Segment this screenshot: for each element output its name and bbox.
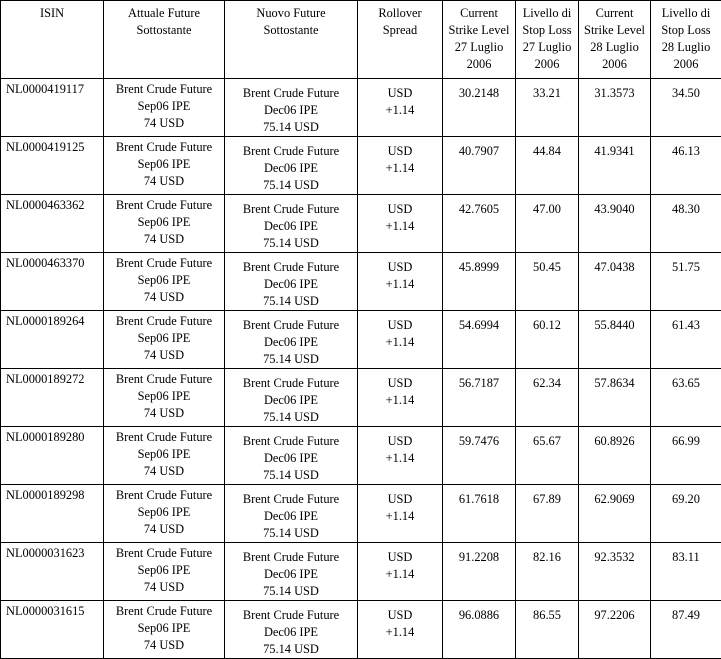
isin-code: NL0000463362 xyxy=(6,197,103,214)
nuovo-future-price: 75.14 USD xyxy=(225,467,357,484)
stop-loss-28-value: 48.30 xyxy=(651,201,721,218)
table-row xyxy=(1,543,721,601)
nuovo-future-cell xyxy=(225,369,358,427)
nuovo-future-contract: Dec06 IPE xyxy=(225,566,357,583)
spread-value: +1.14 xyxy=(358,102,442,119)
header-text: Strike Level xyxy=(579,22,650,39)
nuovo-future-contract: Dec06 IPE xyxy=(225,624,357,641)
attuale-future-cell xyxy=(104,601,225,659)
isin-code: NL0000189298 xyxy=(6,487,103,504)
strike-27-cell xyxy=(443,137,516,195)
nuovo-future-cell xyxy=(225,79,358,137)
strike-27-cell xyxy=(443,601,516,659)
header-text: Current xyxy=(579,5,650,22)
rollover-spread-cell xyxy=(358,253,443,311)
strike-28-value: 55.8440 xyxy=(579,317,650,334)
nuovo-future-price: 75.14 USD xyxy=(225,409,357,426)
table-row xyxy=(1,427,721,485)
stop-loss-27-value: 50.45 xyxy=(516,259,578,276)
spread-value: +1.14 xyxy=(358,276,442,293)
strike-27-value: 59.7476 xyxy=(443,433,515,450)
header-isin xyxy=(1,1,104,79)
attuale-future-cell xyxy=(104,137,225,195)
header-stop-loss-28-luglio xyxy=(651,1,721,79)
rollover-spread-cell xyxy=(358,543,443,601)
nuovo-future-price: 75.14 USD xyxy=(225,119,357,136)
spread-currency: USD xyxy=(358,85,442,102)
attuale-future-name: Brent Crude Future xyxy=(104,545,224,562)
nuovo-future-name: Brent Crude Future xyxy=(225,375,357,392)
strike-28-cell xyxy=(579,253,651,311)
isin-code: NL0000463370 xyxy=(6,255,103,272)
spread-value: +1.14 xyxy=(358,160,442,177)
isin-code: NL0000031615 xyxy=(6,603,103,620)
isin-cell xyxy=(1,369,104,427)
stop-loss-27-value: 60.12 xyxy=(516,317,578,334)
spread-value: +1.14 xyxy=(358,218,442,235)
rollover-spread-cell xyxy=(358,601,443,659)
attuale-future-cell xyxy=(104,195,225,253)
nuovo-future-name: Brent Crude Future xyxy=(225,143,357,160)
stop-loss-27-value: 44.84 xyxy=(516,143,578,160)
nuovo-future-contract: Dec06 IPE xyxy=(225,450,357,467)
rollover-spread-cell xyxy=(358,79,443,137)
nuovo-future-contract: Dec06 IPE xyxy=(225,276,357,293)
strike-28-value: 41.9341 xyxy=(579,143,650,160)
attuale-future-cell xyxy=(104,369,225,427)
isin-code: NL0000419117 xyxy=(6,81,103,98)
strike-27-cell xyxy=(443,543,516,601)
attuale-future-price: 74 USD xyxy=(104,405,224,422)
spread-currency: USD xyxy=(358,201,442,218)
header-text: Rollover xyxy=(358,5,442,22)
nuovo-future-cell xyxy=(225,427,358,485)
spread-currency: USD xyxy=(358,259,442,276)
spread-currency: USD xyxy=(358,375,442,392)
strike-28-cell xyxy=(579,311,651,369)
header-text: Livello di xyxy=(651,5,721,22)
table-row xyxy=(1,311,721,369)
rollover-spread-cell xyxy=(358,369,443,427)
strike-28-cell xyxy=(579,485,651,543)
attuale-future-contract: Sep06 IPE xyxy=(104,620,224,637)
stop-loss-27-value: 47.00 xyxy=(516,201,578,218)
attuale-future-contract: Sep06 IPE xyxy=(104,330,224,347)
strike-28-value: 97.2206 xyxy=(579,607,650,624)
header-text: 2006 xyxy=(651,56,721,73)
stop-loss-27-value: 67.89 xyxy=(516,491,578,508)
isin-code: NL0000031623 xyxy=(6,545,103,562)
nuovo-future-name: Brent Crude Future xyxy=(225,259,357,276)
strike-27-value: 54.6994 xyxy=(443,317,515,334)
nuovo-future-cell xyxy=(225,485,358,543)
isin-cell xyxy=(1,543,104,601)
strike-27-value: 45.8999 xyxy=(443,259,515,276)
nuovo-future-contract: Dec06 IPE xyxy=(225,508,357,525)
strike-27-value: 30.2148 xyxy=(443,85,515,102)
nuovo-future-cell xyxy=(225,253,358,311)
stop-loss-27-value: 33.21 xyxy=(516,85,578,102)
stop-loss-28-cell xyxy=(651,137,721,195)
nuovo-future-price: 75.14 USD xyxy=(225,235,357,252)
attuale-future-price: 74 USD xyxy=(104,347,224,364)
strike-27-cell xyxy=(443,253,516,311)
attuale-future-name: Brent Crude Future xyxy=(104,81,224,98)
spread-value: +1.14 xyxy=(358,508,442,525)
stop-loss-27-cell xyxy=(516,311,579,369)
stop-loss-28-cell xyxy=(651,601,721,659)
nuovo-future-cell xyxy=(225,543,358,601)
attuale-future-price: 74 USD xyxy=(104,521,224,538)
nuovo-future-price: 75.14 USD xyxy=(225,177,357,194)
isin-cell xyxy=(1,427,104,485)
strike-28-cell xyxy=(579,427,651,485)
attuale-future-contract: Sep06 IPE xyxy=(104,562,224,579)
stop-loss-28-cell xyxy=(651,195,721,253)
attuale-future-name: Brent Crude Future xyxy=(104,429,224,446)
attuale-future-contract: Sep06 IPE xyxy=(104,504,224,521)
isin-code: NL0000189272 xyxy=(6,371,103,388)
stop-loss-27-cell xyxy=(516,485,579,543)
nuovo-future-name: Brent Crude Future xyxy=(225,491,357,508)
strike-28-value: 57.8634 xyxy=(579,375,650,392)
strike-28-value: 43.9040 xyxy=(579,201,650,218)
table-row xyxy=(1,137,721,195)
stop-loss-28-value: 83.11 xyxy=(651,549,721,566)
attuale-future-contract: Sep06 IPE xyxy=(104,156,224,173)
stop-loss-28-cell xyxy=(651,311,721,369)
stop-loss-27-cell xyxy=(516,369,579,427)
attuale-future-cell xyxy=(104,427,225,485)
strike-27-value: 96.0886 xyxy=(443,607,515,624)
spread-currency: USD xyxy=(358,549,442,566)
attuale-future-contract: Sep06 IPE xyxy=(104,98,224,115)
isin-code: NL0000189280 xyxy=(6,429,103,446)
stop-loss-28-cell xyxy=(651,543,721,601)
rollover-spread-cell xyxy=(358,427,443,485)
attuale-future-contract: Sep06 IPE xyxy=(104,446,224,463)
nuovo-future-contract: Dec06 IPE xyxy=(225,218,357,235)
stop-loss-28-cell xyxy=(651,427,721,485)
nuovo-future-name: Brent Crude Future xyxy=(225,433,357,450)
strike-27-value: 40.7907 xyxy=(443,143,515,160)
header-text: Sottostante xyxy=(225,22,357,39)
attuale-future-name: Brent Crude Future xyxy=(104,371,224,388)
header-text: Current xyxy=(443,5,515,22)
spread-value: +1.14 xyxy=(358,566,442,583)
spread-currency: USD xyxy=(358,317,442,334)
nuovo-future-price: 75.14 USD xyxy=(225,583,357,600)
attuale-future-name: Brent Crude Future xyxy=(104,487,224,504)
stop-loss-27-cell xyxy=(516,79,579,137)
nuovo-future-contract: Dec06 IPE xyxy=(225,334,357,351)
stop-loss-28-value: 66.99 xyxy=(651,433,721,450)
nuovo-future-name: Brent Crude Future xyxy=(225,201,357,218)
strike-28-cell xyxy=(579,79,651,137)
nuovo-future-price: 75.14 USD xyxy=(225,525,357,542)
strike-27-value: 61.7618 xyxy=(443,491,515,508)
isin-code: NL0000189264 xyxy=(6,313,103,330)
strike-27-cell xyxy=(443,195,516,253)
table-row xyxy=(1,601,721,659)
header-text: Sottostante xyxy=(104,22,224,39)
nuovo-future-name: Brent Crude Future xyxy=(225,317,357,334)
attuale-future-contract: Sep06 IPE xyxy=(104,388,224,405)
isin-cell xyxy=(1,195,104,253)
spread-currency: USD xyxy=(358,607,442,624)
stop-loss-28-value: 61.43 xyxy=(651,317,721,334)
stop-loss-28-cell xyxy=(651,485,721,543)
table-row xyxy=(1,253,721,311)
stop-loss-27-value: 82.16 xyxy=(516,549,578,566)
attuale-future-name: Brent Crude Future xyxy=(104,139,224,156)
header-nuovo-future xyxy=(225,1,358,79)
attuale-future-price: 74 USD xyxy=(104,173,224,190)
header-text: Stop Loss xyxy=(516,22,578,39)
header-strike-28-luglio xyxy=(579,1,651,79)
rollover-spread-cell xyxy=(358,137,443,195)
strike-28-value: 62.9069 xyxy=(579,491,650,508)
attuale-future-price: 74 USD xyxy=(104,289,224,306)
table-row xyxy=(1,485,721,543)
nuovo-future-price: 75.14 USD xyxy=(225,351,357,368)
table-row xyxy=(1,79,721,137)
isin-cell xyxy=(1,137,104,195)
attuale-future-name: Brent Crude Future xyxy=(104,255,224,272)
attuale-future-cell xyxy=(104,253,225,311)
header-text: 27 Luglio xyxy=(516,39,578,56)
stop-loss-28-cell xyxy=(651,79,721,137)
header-isin-label: ISIN xyxy=(1,5,103,22)
stop-loss-27-cell xyxy=(516,253,579,311)
strike-28-cell xyxy=(579,601,651,659)
header-text: Strike Level xyxy=(443,22,515,39)
spread-value: +1.14 xyxy=(358,624,442,641)
strike-27-cell xyxy=(443,311,516,369)
nuovo-future-cell xyxy=(225,137,358,195)
header-attuale-future xyxy=(104,1,225,79)
table-row xyxy=(1,195,721,253)
spread-value: +1.14 xyxy=(358,334,442,351)
stop-loss-28-cell xyxy=(651,369,721,427)
rollover-spread-cell xyxy=(358,195,443,253)
header-text: Nuovo Future xyxy=(225,5,357,22)
strike-27-value: 91.2208 xyxy=(443,549,515,566)
nuovo-future-cell xyxy=(225,601,358,659)
attuale-future-name: Brent Crude Future xyxy=(104,313,224,330)
attuale-future-cell xyxy=(104,79,225,137)
header-text: 2006 xyxy=(579,56,650,73)
stop-loss-27-value: 65.67 xyxy=(516,433,578,450)
strike-28-value: 60.8926 xyxy=(579,433,650,450)
header-stop-loss-27-luglio xyxy=(516,1,579,79)
spread-value: +1.14 xyxy=(358,450,442,467)
nuovo-future-contract: Dec06 IPE xyxy=(225,102,357,119)
attuale-future-cell xyxy=(104,543,225,601)
header-text: Attuale Future xyxy=(104,5,224,22)
header-row xyxy=(1,1,721,79)
header-text: 2006 xyxy=(443,56,515,73)
isin-cell xyxy=(1,311,104,369)
table-row xyxy=(1,369,721,427)
header-text: 27 Luglio xyxy=(443,39,515,56)
stop-loss-27-value: 86.55 xyxy=(516,607,578,624)
strike-27-value: 56.7187 xyxy=(443,375,515,392)
attuale-future-contract: Sep06 IPE xyxy=(104,214,224,231)
table-body xyxy=(1,79,721,659)
header-text: 28 Luglio xyxy=(651,39,721,56)
stop-loss-27-cell xyxy=(516,427,579,485)
nuovo-future-cell xyxy=(225,311,358,369)
stop-loss-28-cell xyxy=(651,253,721,311)
attuale-future-price: 74 USD xyxy=(104,637,224,654)
nuovo-future-price: 75.14 USD xyxy=(225,641,357,658)
stop-loss-28-value: 46.13 xyxy=(651,143,721,160)
nuovo-future-cell xyxy=(225,195,358,253)
isin-cell xyxy=(1,253,104,311)
attuale-future-cell xyxy=(104,485,225,543)
strike-28-value: 47.0438 xyxy=(579,259,650,276)
nuovo-future-contract: Dec06 IPE xyxy=(225,392,357,409)
stop-loss-28-value: 34.50 xyxy=(651,85,721,102)
spread-currency: USD xyxy=(358,143,442,160)
attuale-future-contract: Sep06 IPE xyxy=(104,272,224,289)
spread-currency: USD xyxy=(358,491,442,508)
isin-code: NL0000419125 xyxy=(6,139,103,156)
stop-loss-27-cell xyxy=(516,195,579,253)
spread-value: +1.14 xyxy=(358,392,442,409)
rollover-spread-cell xyxy=(358,311,443,369)
strike-28-cell xyxy=(579,137,651,195)
strike-27-cell xyxy=(443,369,516,427)
strike-27-cell xyxy=(443,427,516,485)
strike-28-value: 31.3573 xyxy=(579,85,650,102)
nuovo-future-name: Brent Crude Future xyxy=(225,549,357,566)
header-rollover-spread xyxy=(358,1,443,79)
isin-cell xyxy=(1,485,104,543)
strike-27-value: 42.7605 xyxy=(443,201,515,218)
attuale-future-name: Brent Crude Future xyxy=(104,603,224,620)
nuovo-future-price: 75.14 USD xyxy=(225,293,357,310)
strike-28-cell xyxy=(579,543,651,601)
header-text: Stop Loss xyxy=(651,22,721,39)
strike-28-cell xyxy=(579,369,651,427)
attuale-future-price: 74 USD xyxy=(104,115,224,132)
header-text: Spread xyxy=(358,22,442,39)
stop-loss-27-cell xyxy=(516,137,579,195)
header-text: 28 Luglio xyxy=(579,39,650,56)
nuovo-future-contract: Dec06 IPE xyxy=(225,160,357,177)
rollover-spread-cell xyxy=(358,485,443,543)
attuale-future-cell xyxy=(104,311,225,369)
stop-loss-27-cell xyxy=(516,601,579,659)
attuale-future-price: 74 USD xyxy=(104,463,224,480)
stop-loss-28-value: 87.49 xyxy=(651,607,721,624)
strike-28-value: 92.3532 xyxy=(579,549,650,566)
stop-loss-28-value: 69.20 xyxy=(651,491,721,508)
isin-cell xyxy=(1,79,104,137)
nuovo-future-name: Brent Crude Future xyxy=(225,607,357,624)
header-text: Livello di xyxy=(516,5,578,22)
header-strike-27-luglio xyxy=(443,1,516,79)
stop-loss-28-value: 51.75 xyxy=(651,259,721,276)
stop-loss-27-value: 62.34 xyxy=(516,375,578,392)
header-text: 2006 xyxy=(516,56,578,73)
nuovo-future-name: Brent Crude Future xyxy=(225,85,357,102)
attuale-future-price: 74 USD xyxy=(104,579,224,596)
stop-loss-27-cell xyxy=(516,543,579,601)
attuale-future-price: 74 USD xyxy=(104,231,224,248)
stop-loss-28-value: 63.65 xyxy=(651,375,721,392)
strike-27-cell xyxy=(443,485,516,543)
isin-cell xyxy=(1,601,104,659)
spread-currency: USD xyxy=(358,433,442,450)
strike-28-cell xyxy=(579,195,651,253)
strike-27-cell xyxy=(443,79,516,137)
attuale-future-name: Brent Crude Future xyxy=(104,197,224,214)
